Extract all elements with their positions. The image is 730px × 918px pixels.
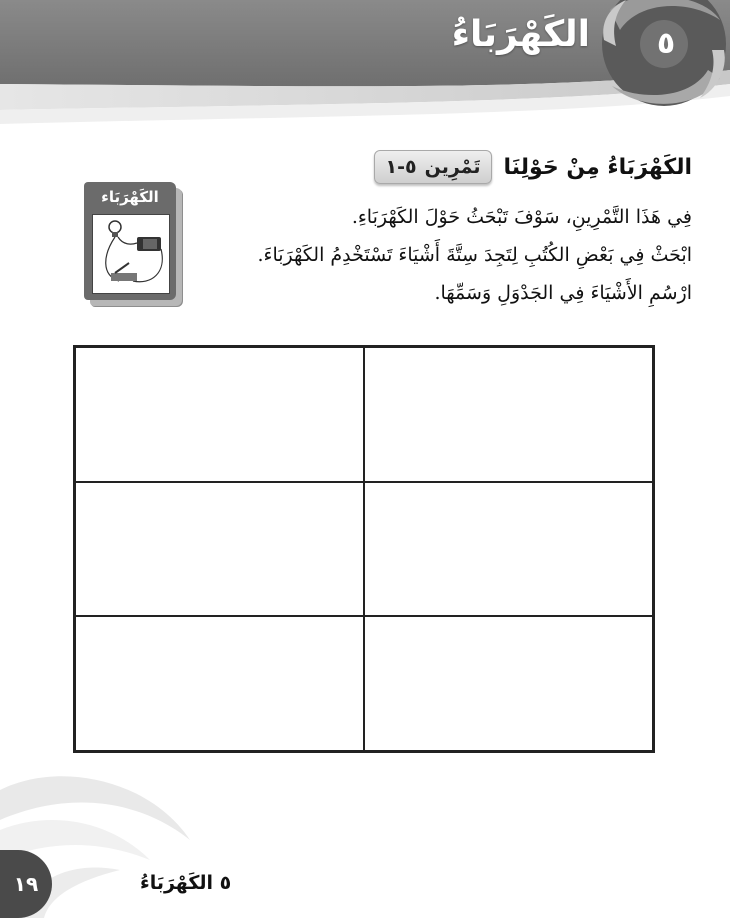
chapter-header [0,0,730,130]
instruction-line-1: فِي هَذَا التَّمْرِينِ، سَوْفَ تَبْحَثُ حَوْلَ الكَهْرَبَاءِ. [351,206,692,228]
circuit-icon [93,215,169,293]
book-cover [84,182,176,300]
exercise-heading [374,150,692,184]
instruction-line-2: ابْحَثْ فِي بَعْضِ الكُتُبِ لِتَجِدَ سِتَّةَ أَشْيَاءَ تَسْتَخْدِمُ الكَهْرَبَاءَ. [257,244,692,266]
drawing-cell-6[interactable] [364,616,653,751]
header-band-graphic [0,0,730,130]
book-icon [84,182,186,310]
exercise-badge-word: تَمْرِين [424,156,481,178]
instructions [192,198,692,312]
drawing-cell-3[interactable] [75,482,364,617]
drawing-table [73,345,655,753]
page-number: ١٩ [0,850,52,918]
exercise-badge-number: ٥-١ [385,156,417,178]
book-label: الكَهْرَبَاء [101,188,159,206]
footer-chapter-label: ٥ الكَهْرَبَاءُ [140,872,232,894]
instruction-line-3: ارْسُمِ الأَشْيَاءَ فِي الجَدْوَلِ وَسَمِّهَا. [434,282,692,304]
drawing-cell-1[interactable] [75,347,364,482]
drawing-cell-5[interactable] [75,616,364,751]
exercise-badge [374,150,491,184]
exercise-title: الكَهْرَبَاءُ مِنْ حَوْلِنَا [503,154,692,180]
circuit-picture [92,214,170,294]
drawing-cell-4[interactable] [364,482,653,617]
chapter-number: ٥ [656,26,676,61]
drawing-cell-2[interactable] [364,347,653,482]
chapter-title: الكَهْرَبَاءُ [451,14,590,55]
